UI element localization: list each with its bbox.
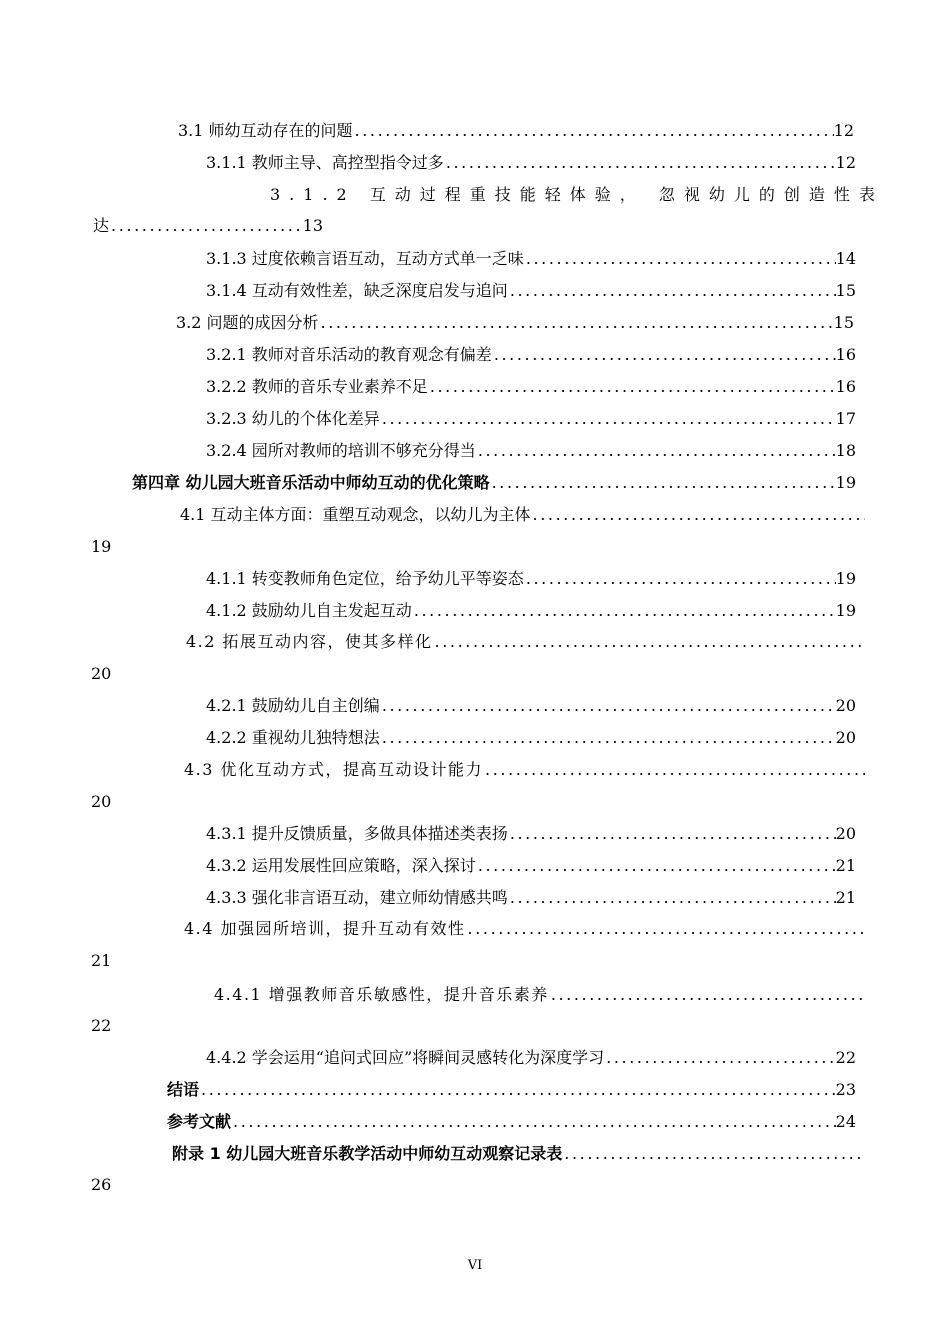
toc-entry-page: 21	[835, 856, 856, 875]
toc-entry-page: 20	[835, 728, 856, 747]
toc-entry-title: 结语	[167, 1080, 200, 1099]
toc-leader	[468, 916, 865, 942]
toc-leader	[201, 1077, 836, 1103]
toc-entry-page: 15	[835, 281, 856, 300]
toc-entry[interactable]	[206, 725, 856, 751]
toc-entry-title[interactable]: 3.1.2 互动过程重技能轻体验， 忽视幼儿的创造性表	[270, 185, 884, 204]
toc-entry-title: 3.2 问题的成因分析	[176, 313, 319, 332]
toc-entry-title: 3.2.4 园所对教师的培训不够充分得当	[206, 441, 476, 460]
toc-entry[interactable]	[206, 1045, 856, 1071]
toc-entry-page: 20	[91, 664, 112, 683]
toc-entry[interactable]	[206, 374, 856, 400]
toc-entry-page: 20	[835, 696, 856, 715]
toc-leader	[510, 278, 836, 304]
toc-entry-title: 4.1.1 转变教师角色定位，给予幼儿平等姿态	[206, 569, 524, 588]
toc-entry-page: 14	[835, 249, 856, 268]
toc-leader	[321, 310, 834, 336]
toc-entry-title: 4.4 加强园所培训，提升互动有效性	[184, 919, 466, 938]
toc-chapter-entry[interactable]	[172, 1141, 865, 1167]
toc-entry-title: 4.3.3 强化非言语互动，建立师幼情感共鸣	[206, 888, 508, 907]
toc-entry-title: 3.1.3 过度依赖言语互动，互动方式单一乏味	[206, 249, 524, 268]
toc-entry[interactable]	[206, 566, 856, 592]
toc-leader	[551, 982, 865, 1008]
toc-entry[interactable]	[184, 916, 865, 942]
toc-entry-page: 19	[835, 601, 856, 620]
toc-entry-title: 参考文献	[167, 1112, 232, 1131]
toc-leader	[414, 598, 836, 624]
toc-leader	[564, 1141, 865, 1167]
toc-entry-title: 4.2 拓展互动内容，使其多样化	[186, 632, 433, 651]
toc-leader	[494, 342, 836, 368]
toc-leader	[430, 374, 836, 400]
toc-leader	[382, 693, 836, 719]
toc-entry[interactable]	[206, 598, 856, 624]
toc-entry-title: 4.4.1 增强教师音乐敏感性，提升音乐素养	[214, 985, 549, 1004]
toc-leader	[233, 1109, 836, 1135]
toc-entry-page: 18	[835, 441, 856, 460]
toc-entry[interactable]	[206, 406, 856, 432]
toc-entry-title: 4.3.1 提升反馈质量，多做具体描述类表扬	[206, 824, 508, 843]
toc-entry-title: 第四章 幼儿园大班音乐活动中师幼互动的优化策略	[132, 473, 490, 492]
toc-entry[interactable]	[214, 982, 865, 1008]
toc-entry-page: 24	[835, 1112, 856, 1131]
toc-entry-page: 21	[91, 951, 112, 970]
toc-entry-page: 21	[835, 888, 856, 907]
toc-entry[interactable]	[206, 246, 856, 272]
toc-entry[interactable]	[206, 885, 856, 911]
toc-entry-title: 附录 1 幼儿园大班音乐教学活动中师幼互动观察记录表	[172, 1144, 563, 1163]
toc-entry[interactable]	[206, 693, 856, 719]
toc-leader	[510, 885, 836, 911]
toc-entry-page: 16	[835, 345, 856, 364]
toc-entry[interactable]	[206, 853, 856, 879]
toc-entry[interactable]	[206, 438, 856, 464]
toc-leader	[485, 757, 865, 783]
toc-entry-title: 4.1 互动主体方面：重塑互动观念，以幼儿为主体	[180, 505, 531, 524]
toc-leader	[526, 246, 836, 272]
toc-leader	[606, 1045, 835, 1071]
toc-entry-title: 4.2.2 重视幼儿独特想法	[206, 728, 380, 747]
toc-entry-title-continued: 达	[93, 216, 110, 235]
toc-entry-page: 19	[91, 537, 112, 556]
toc-entry-title: 4.3.2 运用发展性回应策略，深入探讨	[206, 856, 476, 875]
toc-entry-page: 22	[91, 1016, 112, 1035]
toc-entry[interactable]	[180, 502, 865, 528]
toc-leader	[382, 725, 836, 751]
toc-leader	[435, 629, 865, 655]
toc-entry-page: 12	[833, 121, 854, 140]
toc-entry[interactable]	[206, 278, 856, 304]
toc-entry-page: 16	[835, 377, 856, 396]
toc-entry-title: 3.1 师幼互动存在的问题	[178, 121, 353, 140]
toc-leader	[382, 406, 836, 432]
toc-entry-page: 17	[835, 409, 856, 428]
toc-leader	[492, 470, 836, 496]
toc-leader	[478, 853, 836, 879]
toc-leader	[533, 502, 865, 528]
toc-entry[interactable]	[184, 757, 865, 783]
toc-entry-title: 3.2.2 教师的音乐专业素养不足	[206, 377, 428, 396]
toc-entry[interactable]	[206, 821, 856, 847]
toc-entry-page: 23	[835, 1080, 856, 1099]
toc-entry[interactable]	[206, 342, 856, 368]
toc-entry-title: 4.3 优化互动方式，提高互动设计能力	[184, 760, 484, 779]
toc-chapter-entry[interactable]	[132, 470, 856, 496]
toc-chapter-entry[interactable]	[167, 1077, 856, 1103]
toc-entry-title: 3.1.4 互动有效性差，缺乏深度启发与追问	[206, 281, 508, 300]
toc-entry-title: 3.1.1 教师主导、高控型指令过多	[206, 153, 444, 172]
toc-leader	[111, 213, 303, 239]
toc-entry-page: 12	[835, 153, 856, 172]
toc-entry-title: 4.1.2 鼓励幼儿自主发起互动	[206, 601, 412, 620]
toc-leader	[526, 566, 836, 592]
toc-entry-page: 15	[833, 313, 854, 332]
toc-chapter-entry[interactable]	[167, 1109, 856, 1135]
toc-entry[interactable]	[186, 629, 865, 655]
toc-entry[interactable]	[178, 118, 854, 144]
toc-entry-page: 20	[91, 792, 112, 811]
toc-entry-page: 26	[91, 1175, 112, 1194]
toc-entry-title: 3.2.1 教师对音乐活动的教育观念有偏差	[206, 345, 492, 364]
toc-entry-page: 20	[835, 824, 856, 843]
toc-leader	[446, 150, 836, 176]
toc-leader	[355, 118, 834, 144]
toc-entry-page: 13	[302, 216, 323, 235]
toc-entry[interactable]	[206, 150, 856, 176]
page-number: VI	[467, 1258, 483, 1273]
toc-entry-title: 4.4.2 学会运用“追问式回应”将瞬间灵感转化为深度学习	[206, 1048, 605, 1067]
toc-leader	[510, 821, 836, 847]
toc-entry-page: 19	[835, 569, 856, 588]
toc-entry-page: 19	[835, 473, 856, 492]
toc-entry[interactable]	[93, 213, 323, 239]
toc-entry-page: 22	[835, 1048, 856, 1067]
toc-leader	[478, 438, 836, 464]
toc-entry-title: 3.2.3 幼儿的个体化差异	[206, 409, 380, 428]
toc-entry-title: 4.2.1 鼓励幼儿自主创编	[206, 696, 380, 715]
toc-entry[interactable]	[176, 310, 854, 336]
